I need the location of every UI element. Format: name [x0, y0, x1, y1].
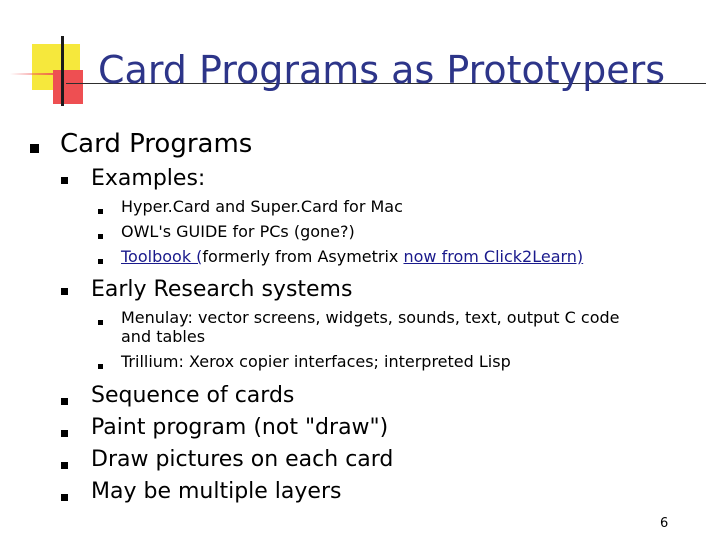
research-item-trillium: Trillium: Xerox copier interfaces; interpreted Lisp	[121, 352, 511, 371]
red-gradient-bar	[10, 73, 74, 75]
bullet-icon	[61, 430, 68, 437]
bullet-icon	[98, 209, 103, 214]
example-item-hypercard: Hyper.Card and Super.Card for Mac	[121, 197, 403, 216]
example-item-toolbook	[121, 248, 583, 266]
level1-card-programs: Card Programs	[60, 129, 253, 159]
point-draw-pictures: Draw pictures on each card	[91, 447, 394, 472]
example-item-owl-guide: OWL's GUIDE for PCs (gone?)	[121, 222, 355, 241]
point-sequence-of-cards: Sequence of cards	[91, 383, 295, 408]
point-multiple-layers: May be multiple layers	[91, 479, 342, 504]
bullet-icon	[61, 177, 68, 184]
examples-label: Examples:	[91, 166, 206, 191]
bullet-icon	[61, 288, 68, 295]
bullet-icon	[61, 494, 68, 501]
research-item-menulay-line1: Menulay: vector screens, widgets, sounds, text, output C code	[121, 308, 620, 327]
point-paint-program: Paint program (not "draw")	[91, 415, 389, 440]
vertical-rule	[61, 36, 64, 106]
bullet-icon	[98, 234, 103, 239]
decorative-logo-icon	[0, 0, 100, 110]
page-number: 6	[660, 516, 669, 531]
bullet-icon	[98, 364, 103, 369]
bullet-icon	[98, 320, 103, 325]
research-item-menulay-line2: and tables	[121, 327, 206, 346]
bullet-icon	[98, 259, 103, 264]
toolbook-link[interactable]: Toolbook (	[121, 247, 203, 266]
bullet-icon	[61, 462, 68, 469]
toolbook-middle-text: formerly from Asymetrix	[202, 247, 404, 266]
slide-title: Card Programs as Prototypers	[98, 48, 666, 92]
bullet-icon	[30, 144, 39, 153]
red-square	[53, 70, 83, 104]
click2learn-link[interactable]: now from Click2Learn)	[403, 247, 584, 266]
bullet-icon	[61, 398, 68, 405]
research-label: Early Research systems	[91, 277, 353, 302]
